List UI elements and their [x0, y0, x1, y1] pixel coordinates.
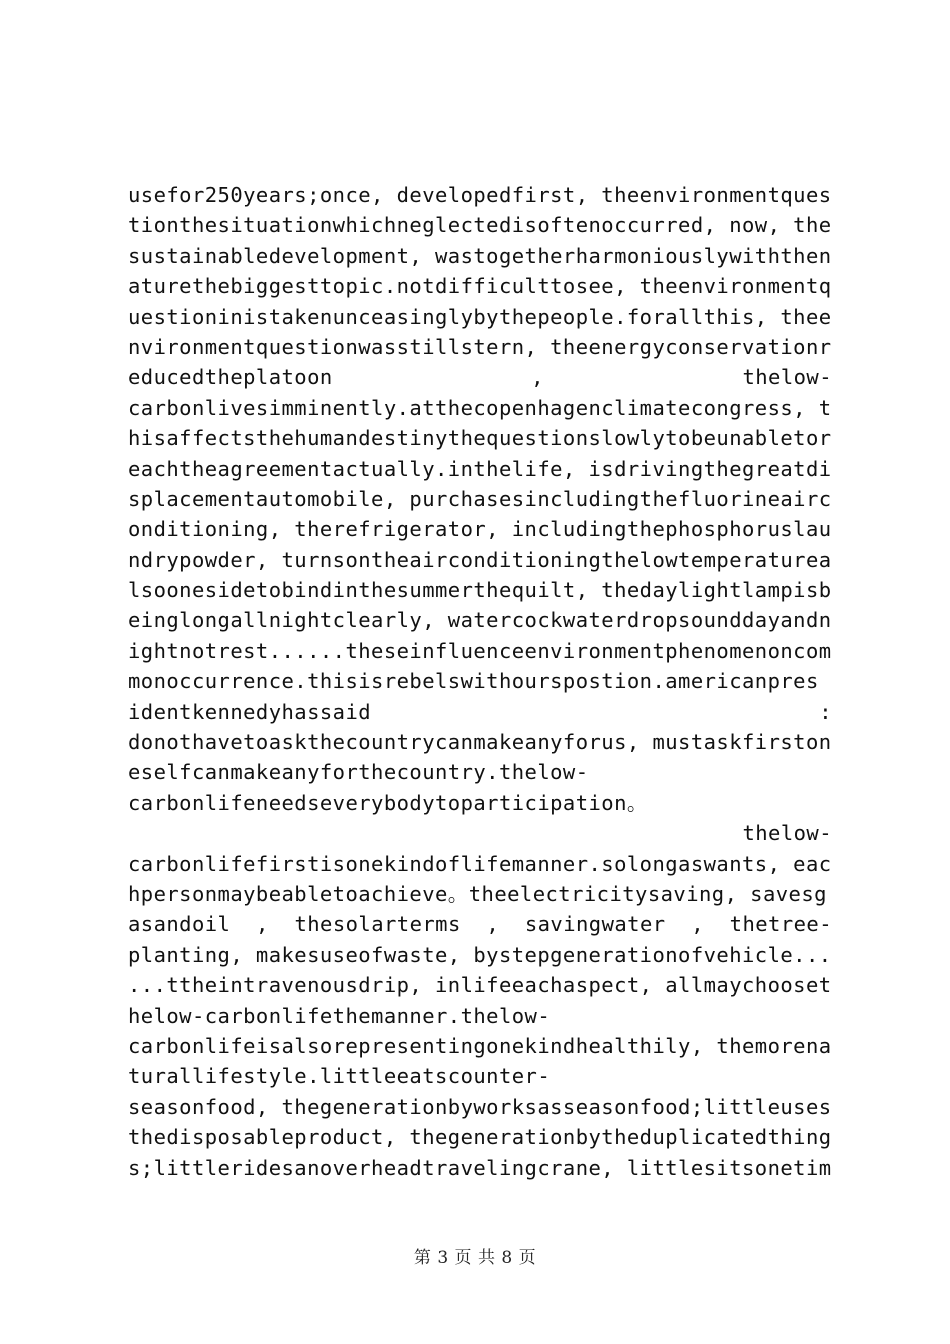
text-line: helow-carbonlifethemanner.thelow-: [128, 1003, 551, 1028]
text-line: sustainabledevelopment, wastogetherharmoniouslywiththen: [128, 243, 832, 268]
text-line: splacementautomobile, purchasesincludingthefluorineairc: [128, 486, 832, 511]
text-line: educedtheplatoon , thelow-: [128, 365, 832, 390]
text-line: eachtheagreementactually.inthelife, isdrivingthegreatdi: [128, 456, 832, 481]
text-line: carbonlifeisalsorepresentingonekindhealthily, themorena: [128, 1033, 832, 1058]
text-line: einglongallnightclearly, watercockwaterdropsounddayandn: [128, 608, 832, 633]
text-line: monoccurrence.thisisrebelswithourspostion.americanpres: [128, 669, 819, 694]
text-line: thedisposableproduct, thegenerationbytheduplicatedthing: [128, 1125, 832, 1150]
text-line: donothavetoaskthecountrycanmakeanyforus, mustaskfirston: [128, 730, 832, 755]
text-line: onditioning, therefrigerator, includingthephosphoruslau: [128, 517, 832, 542]
text-line: lsoonesidetobindinthesummerthequilt, thedaylightlampisb: [128, 578, 832, 603]
text-line: usefor250years;once, developedfirst, theenvironmentques: [128, 183, 832, 207]
text-line: hpersonmaybeabletoachieve。theelectricitysaving, savesg: [128, 881, 827, 906]
page-number-footer: 第 3 页 共 8 页: [413, 1248, 537, 1268]
text-line: planting, makesuseofwaste, bystepgenerationofvehicle...: [128, 942, 832, 967]
body-text: [128, 180, 832, 1183]
text-line: carbonlifeneedseverybodytoparticipation。: [128, 790, 648, 815]
text-line: asandoil , thesolarterms , savingwater , thetree-: [128, 912, 832, 937]
text-line: hisaffectsthehumandestinythequestionslowlytobeunabletor: [128, 426, 832, 451]
text-line: carbonlivesimminently.atthecopenhagenclimatecongress, t: [128, 395, 832, 420]
text-line: ...ttheintravenousdrip, inlifeeachaspect, allmaychooset: [128, 973, 832, 998]
text-line: turallifestyle.littleeatscounter-: [128, 1064, 551, 1089]
text-line: thelow-: [742, 821, 832, 846]
text-line: ndrypowder, turnsontheairconditioningthelowtemperaturea: [128, 547, 832, 572]
text-line: tionthesituationwhichneglectedisoftenoccurred, now, the: [128, 213, 832, 238]
text-line: ightnotrest......theseinfluenceenvironmentphenomenoncom: [128, 638, 832, 663]
text-line: carbonlifefirstisonekindoflifemanner.solongaswants, eac: [128, 851, 832, 876]
text-line: nvironmentquestionwasstillstern, theenergyconservationr: [128, 334, 832, 359]
text-line: seasonfood, thegenerationbyworksasseasonfood;littleuses: [128, 1094, 832, 1119]
text-line: eselfcanmakeanyforthecountry.thelow-: [128, 760, 589, 785]
text-line: identkennedyhassaid :: [128, 699, 832, 724]
text-line: aturethebiggesttopic.notdifficulttosee, theenvironmentq: [128, 274, 832, 299]
text-line: uestioninistakenunceasinglybythepeople.forallthis, thee: [128, 304, 832, 329]
text-line: s;littleridesanoverheadtravelingcrane, littlesitsonetim: [128, 1155, 832, 1180]
